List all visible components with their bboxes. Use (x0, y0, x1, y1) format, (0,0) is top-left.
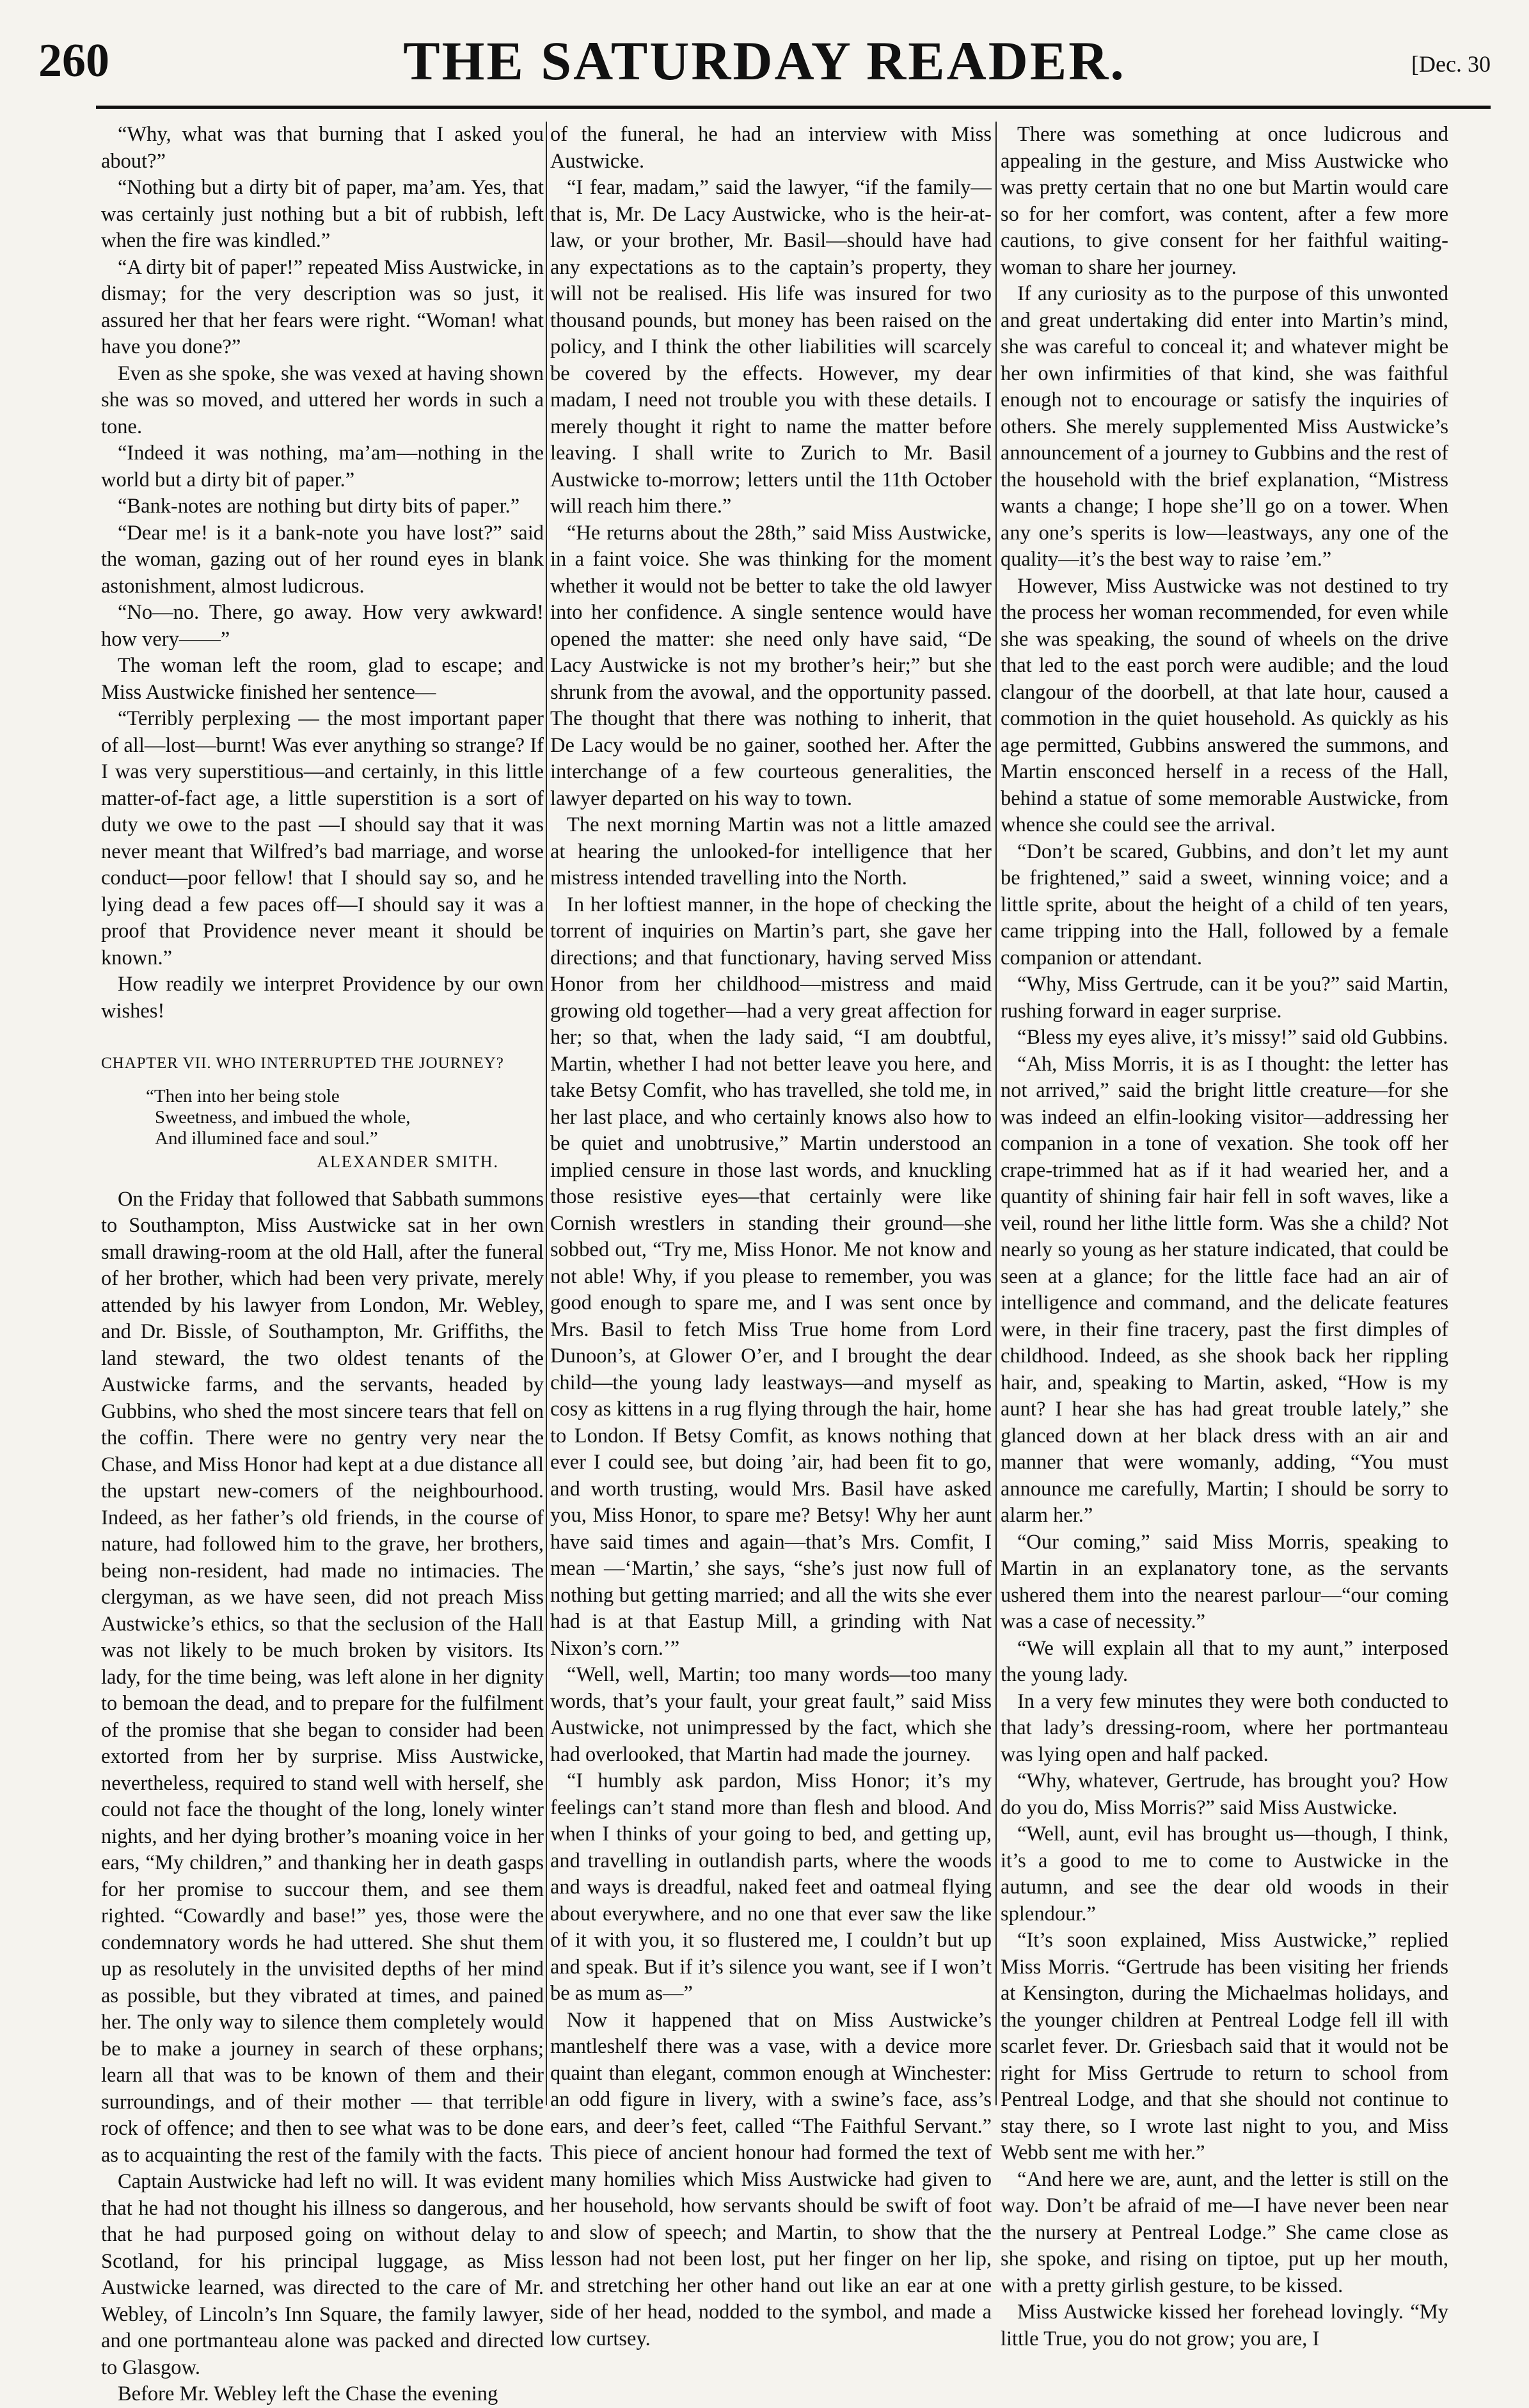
paragraph: “He returns about the 28th,” said Miss Austwicke, in a faint voice. She was thinking for the moment whether it would not be better to take the old lawyer into her confidence. A single sentence would have opened the matter: she need only have said, “De Lacy Austwicke is not my brother’s heir;” but she shrunk from the avowal, and the opportunity passed. The thought that there was nothing to inherit, that De Lacy would be no gainer, soothed her. After the interchange of a few courteous generalities, the lawyer departed on his way to town. (550, 521, 992, 810)
paragraph: “Ah, Miss Morris, it is as I thought: the letter has not arrived,” said the bright little creature—for she was indeed an elfin-looking visitor—addressing her companion in a tone of vexation. She took off her crape-trimmed hat as if it had wearied her, and a quantity of shining fair hair fell in soft waves, like a veil, round her lithe little form. Was she a child? Not nearly so young as her stature indicated, that could be seen at a glance; for the little face had an air of intelligence and command, and the delicate features were, in their fine tracery, past the first dimples of childhood. Indeed, as she shook back her rippling hair, and, speaking to Martin, asked, “How is my aunt? I hear she has had great trouble lately,” she glanced down at her black dress with an air and manner that were womanly, adding, “You must announce me carefully, Martin; I should be sorry to alarm her.” (1001, 1052, 1448, 1527)
paragraph: “I fear, madam,” said the lawyer, “if the family—that is, Mr. De Lacy Austwicke, who is the heir-at-law, or your brother, Mr. Basil—should have had any expectations as to the captain’s property, they will not be realised. His life was insured for two thousand pounds, but money has been raised on the policy, and I think the other liabilities will scarcely be covered by the effects. However, my dear madam, I need not trouble you with these details. I merely thought it right to name the matter before leaving. I shall write to Zurich to Mr. Basil Austwicke to-morrow; letters until the 11th October will reach him there.” (550, 176, 992, 518)
paragraph: “We will explain all that to my aunt,” interposed the young lady. (1001, 1636, 1448, 1686)
paragraph: “Why, whatever, Gertrude, has brought you? How do you do, Miss Morris?” said Miss Austwicke. (1001, 1769, 1448, 1819)
paragraph: “Well, aunt, evil has brought us—though, I think, it’s a good to me to come to Austwicke in the autumn, and see the dear old woods in their splendour.” (1001, 1822, 1448, 1926)
paragraph: In a very few minutes they were both conducted to that lady’s dressing-room, where her portmanteau was lying open and half packed. (1001, 1689, 1448, 1766)
paragraph: “Dear me! is it a bank-note you have lost?” said the woman, gazing out of her round eyes in blank astonishment, almost ludicrous. (101, 521, 544, 598)
paragraph: “Nothing but a dirty bit of paper, ma’am. Yes, that was certainly just nothing but a bit of rubbish, left when the fire was kindled.” (101, 176, 544, 252)
paragraph: “Don’t be scared, Gubbins, and don’t let my aunt be frightened,” said a sweet, winning voice; and a little sprite, about the height of a child of ten years, came tripping into the Hall, followed by a female companion or attendant. (1001, 840, 1448, 969)
paragraph: “No—no. There, go away. How very awkward! how very——” (101, 601, 544, 651)
paragraph: Before Mr. Webley left the Chase the evening (118, 2382, 498, 2405)
column-divider (546, 122, 547, 2105)
paragraph: “Terribly perplexing — the most important paper of all—lost—burnt! Was ever anything so strange? If I was very superstitious—and certainly, in this little matter-of-fact age, a little superstition is a sort of duty we owe to the past —I should say that it was never meant that Wilfred’s bad marriage, and worse conduct—poor fellow! that I should say so, and he lying dead a few paces off—I should say it was a proof that Providence never meant it should be known.” (101, 707, 544, 969)
paragraph: On the Friday that followed that Sabbath summons to Southampton, Miss Austwicke sat in her own small drawing-room at the old Hall, after the funeral of her brother, which had been very private, merely attended by his lawyer from London, Mr. Webley, and Dr. Bissle, of Southampton, Mr. Griffiths, the land steward, the two oldest tenants of the Austwicke farms, and the servants, headed by Gubbins, who shed the most sincere tears that fell on the coffin. There were no gentry very near the Chase, and Miss Honor had kept at a due distance all the upstart new-comers of the neighbourhood. Indeed, as her father’s old friends, in the course of nature, had followed him to the grave, her brothers, being non-resident, had made no intimacies. The clergyman, as we have seen, did not preach Miss Austwicke’s ethics, so that the seclusion of the Hall was not likely to be much broken by visitors. Its lady, for the time being, was left alone in her dignity to bemoan the dead, and to prepare for the fulfilment of the promise that she began to consider had been extorted from her by surprise. Miss Austwicke, nevertheless, required to stand well with herself, she could not face the thought of the long, lonely winter nights, and her dying brother’s moaning voice in her ears, “My children,” and thanking her in death gasps for her promise to succour them, and see them righted. “Cowardly and base!” yes, those were the condemnatory words he had uttered. She shut them up as resolutely in the unvisited depths of her mind as possible, but they vibrated at times, and pained her. The only way to silence them completely would be to make a journey in search of these orphans; learn all that was to be known of them and their surroundings, and of their mother — that terrible rock of offence; and then to see what was to be done as to acquainting the rest of the family with the facts. (101, 1187, 544, 2167)
paragraph: “Our coming,” said Miss Morris, speaking to Martin in an explanatory tone, as the servants ushered them into the nearest parlour—“our coming was a case of necessity.” (1001, 1530, 1448, 1633)
paragraph: “Well, well, Martin; too many words—too many words, that’s your fault, your great fault,” said Miss Austwicke, not unimpressed by the fact, which she had overlooked, that Martin had made the journey. (550, 1663, 992, 1766)
text-column-3 (1001, 122, 1448, 2350)
paragraph: The woman left the room, glad to escape; and Miss Austwicke finished her sentence— (101, 654, 544, 704)
paragraph: In her loftiest manner, in the hope of checking the torrent of inquiries on Martin’s part, she gave her directions; and that functionary, having served Miss Honor from her childhood—mistress and maid growing old together—had a very great affection for her; so that, when the lady said, “I am doubtful, Martin, whether I had not better leave you here, and take Betsy Comfit, who has travelled, she told me, in her last place, and who certainly knows also how to be quiet and unobtrusive,” Martin understood an implied censure in those last words, and knuckling those resistive eyes—that certainly were like Cornish wrestlers in standing their ground—she sobbed out, “Try me, Miss Honor. Me not know and not able! Why, if you please to remember, you was good enough to spare me, and I was sent once by Mrs. Basil to fetch Miss True home from Lord Dunoon’s, at Glower O’er, and I brought the dear child—the young lady leastways—and myself as cosy as kittens in a rug flying through the hair, home to London. If Betsy Comfit, as knows nothing that ever I could see, but doing ’air, had been fit to go, and worth trusting, would Mrs. Basil have asked you, Miss Honor, to spare me? Betsy! Why her aunt have said times and again—that’s Mrs. Comfit, I mean —‘Martin,’ she says, “she’s just now full of nothing but getting married; and all the wits she ever had is at that Eastup Mill, a grinding with Nat Nixon’s corn.’” (550, 893, 992, 1660)
epigraph-line: Sweetness, and imbued the whole, (155, 1106, 411, 1128)
epigraph-line: And illumined face and soul.” (155, 1128, 378, 1149)
page-header (0, 0, 1529, 96)
paragraph: “A dirty bit of paper!” repeated Miss Austwicke, in dismay; for the very description was so just, it assured her that her fears were right. “Woman! what have you done?” (101, 255, 544, 358)
page-number: 260 (38, 35, 109, 87)
paragraph: “Why, what was that burning that I asked you about?” (101, 123, 544, 173)
paragraph: If any curiosity as to the purpose of this unwonted and great undertaking did enter into Martin’s mind, she was careful to conceal it; and whatever might be her own infirmities of that kind, she was faithful enough not to encourage or satisfy the inquiries of others. She merely supplemented Miss Austwicke’s announcement of a journey to Gubbins and the rest of the household with the brief explanation, “Mistress wants a change; I hope she’ll go on a tower. When any one’s sperits is low—leastways, any one of the quality—it’s the best way to raise ’em.” (1001, 282, 1448, 571)
paragraph: How readily we interpret Providence by our own wishes! (101, 973, 544, 1023)
paragraph: “And here we are, aunt, and the letter is still on the way. Don’t be afraid of me—I have never been near the nursery at Pentreal Lodge.” She came close as she spoke, and rising on tiptoe, put up her mouth, with a pretty girlish gesture, to be kissed. (1001, 2167, 1448, 2297)
paragraph: “Indeed it was nothing, ma’am—nothing in the world but a dirty bit of paper.” (101, 442, 544, 491)
column-divider (995, 122, 997, 2105)
paragraph: “Bless my eyes alive, it’s missy!” said old Gubbins. (1017, 1026, 1448, 1049)
paragraph: Miss Austwicke kissed her forehead lovingly. “My little True, you do not grow; you are, I (1001, 2300, 1448, 2350)
text-column-1 (101, 122, 544, 2405)
issue-date: [Dec. 30 (1411, 51, 1491, 77)
paragraph: “Why, Miss Gertrude, can it be you?” said Martin, rushing forward in eager surprise. (1001, 973, 1448, 1023)
epigraph-attribution: ALEXANDER SMITH. (317, 1152, 499, 1171)
paragraph: There was something at once ludicrous and appealing in the gesture, and Miss Austwicke who was pretty certain that no one but Martin would care so for her comfort, was content, after a few more cautions, to give consent for her faithful waiting-woman to share her journey. (1001, 123, 1448, 279)
paragraph: The next morning Martin was not a little amazed at hearing the unlooked-for intelligence that her mistress intended travelling into the North. (550, 813, 992, 889)
epigraph (146, 1086, 544, 1149)
paragraph: Now it happened that on Miss Austwicke’s mantleshelf there was a vase, with a device more quaint than elegant, common enough at Winchester: an odd figure in livery, with a swine’s face, ass’s ears, and deer’s feet, called “The Faithful Servant.” This piece of ancient honour had formed the text of many homilies which Miss Austwicke had given to her household, how servants should be swift of foot and slow of speech; and Martin, to show that the lesson had not been lost, put her finger on her lip, and stretching her other hand out like an ear at one side of her head, nodded to the symbol, and made a low curtsey. (550, 2008, 992, 2350)
paragraph: Even as she spoke, she was vexed at having shown she was so moved, and uttered her words in such a tone. (101, 362, 544, 438)
paragraph: “It’s soon explained, Miss Austwicke,” replied Miss Morris. “Gertrude has been visiting her friends at Kensington, during the Michaelmas holidays, and the younger children at Pentreal Lodge fell ill with scarlet fever. Dr. Griesbach said that it would not be right for Miss Gertrude to return to school from Pentreal Lodge, and that she should not continue to stay there, so I wrote last night to you, and Miss Webb sent me with her.” (1001, 1929, 1448, 2164)
paragraph: Captain Austwicke had left no will. It was evident that he had not thought his illness so dangerous, and that he had purposed going on without delay to Scotland, for his principal luggage, as Miss Austwicke learned, was directed to the care of Mr. Webley, of Lincoln’s Inn Square, the family lawyer, and one portmanteau alone was packed and directed to Glasgow. (101, 2170, 544, 2379)
chapter-heading: CHAPTER VII. WHO INTERRUPTED THE JOURNEY? (101, 1055, 504, 1072)
epigraph-line: “Then into her being stole (146, 1085, 340, 1106)
paragraph: “Bank-notes are nothing but dirty bits of paper.” (118, 495, 520, 518)
header-rule (96, 106, 1491, 109)
paragraph: of the funeral, he had an interview with Miss Austwicke. (550, 123, 992, 173)
paragraph: However, Miss Austwicke was not destined to try the process her woman recommended, for even while she was speaking, the sound of wheels on the drive that led to the east porch were audible; and the loud clangour of the doorbell, at that late hour, caused a commotion in the quiet household. As quickly as his age permitted, Gubbins answered the summons, and Martin ensconced herself in a recess of the Hall, behind a statue of some memorable Austwicke, from whence she could see the arrival. (1001, 574, 1448, 836)
text-column-2 (550, 122, 992, 2350)
masthead-title: THE SATURDAY READER. (403, 30, 1126, 92)
paragraph: “I humbly ask pardon, Miss Honor; it’s my feelings can’t stand more than flesh and blood. And when I thinks of your going to bed, and getting up, and travelling in outlandish parts, where the woods and ways is dreadful, naked feet and oatmeal flying about everywhere, and no one that ever saw the like of it with you, it so flustered me, I couldn’t but up and speak. But if it’s silence you want, see if I won’t be as mum as—” (550, 1769, 992, 2005)
